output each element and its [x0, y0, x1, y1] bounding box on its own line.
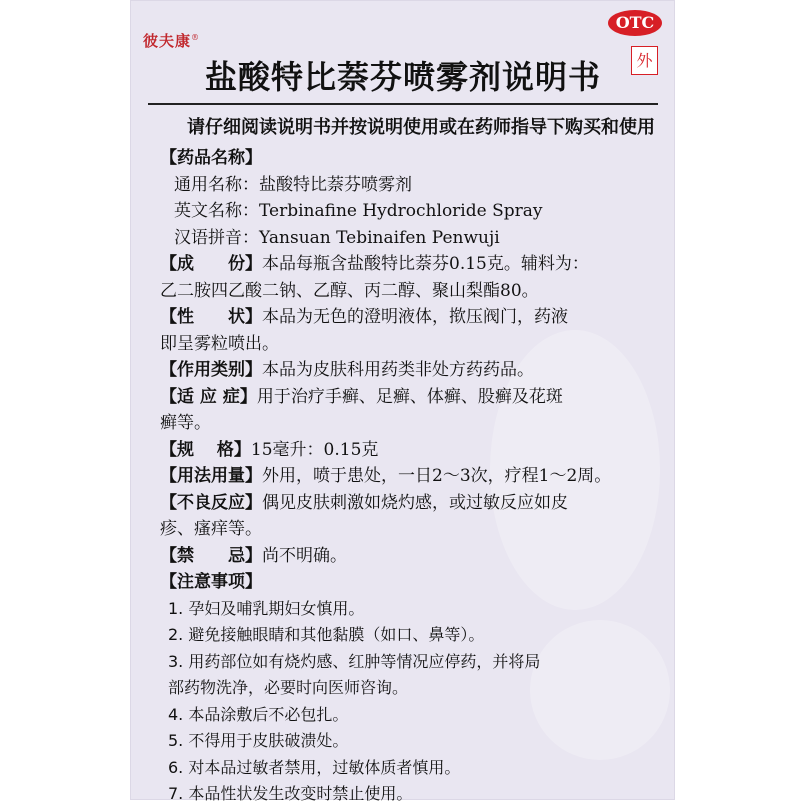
section-contraindications	[160, 543, 660, 570]
section-label: 【用法用量】	[160, 466, 262, 486]
brand-logo: 彼夫康®	[143, 32, 201, 50]
section-text: 偶见皮肤刺激如烧灼感，或过敏反应如皮	[262, 492, 568, 513]
section-adverse	[160, 490, 660, 517]
english-name: 英文名称：Terbinafine Hydrochloride Spray	[174, 201, 543, 221]
section-label: 【规 格】	[160, 439, 251, 460]
section-ingredients	[160, 251, 660, 278]
generic-name: 通用名称：盐酸特比萘芬喷雾剂	[174, 174, 412, 195]
section-text-continued: 癣等。	[160, 413, 211, 433]
section-label: 【药品名称】	[160, 148, 262, 168]
external-use-badge: 外	[631, 46, 658, 75]
section-specification	[160, 437, 660, 464]
insert-content	[160, 145, 660, 808]
section-category	[160, 357, 660, 384]
precaution-item: 6. 对本品过敏者禁用，过敏体质者慎用。	[168, 757, 461, 777]
precaution-item: 4. 本品涂敷后不必包扎。	[168, 704, 349, 724]
section-label: 【注意事项】	[160, 572, 262, 592]
section-text: 本品为无色的澄明液体，揿压阀门，药液	[262, 307, 568, 327]
section-label: 【作用类别】	[160, 360, 262, 380]
otc-badge: OTC	[608, 10, 662, 36]
precaution-item: 5. 不得用于皮肤破溃处。	[168, 731, 349, 750]
title-divider	[148, 103, 658, 105]
section-label: 【性 状】	[160, 307, 262, 327]
pinyin-name: 汉语拼音：Yansuan Tebinaifen Penwuji	[174, 227, 500, 248]
precaution-item: 3. 用药部位如有烧灼感、红肿等情况应停药，并将局	[168, 651, 541, 671]
precaution-item-continued: 部药物洗净，必要时向医师咨询。	[168, 678, 409, 697]
section-text-continued: 乙二胺四乙酸二钠、乙醇、丙二醇、聚山梨酯80。	[160, 280, 539, 301]
section-indications	[160, 384, 660, 411]
section-text: 本品每瓶含盐酸特比萘芬0.15克。辅料为：	[262, 254, 589, 274]
section-appearance	[160, 304, 660, 331]
document-title: 盐酸特比萘芬喷雾剂说明书	[205, 58, 602, 96]
section-label: 【禁 忌】	[160, 545, 262, 566]
section-text: 本品为皮肤科用药类非处方药药品。	[262, 360, 534, 380]
precaution-item: 1. 孕妇及哺乳期妇女慎用。	[168, 598, 365, 618]
section-label: 【适 应 症】	[160, 386, 257, 407]
precaution-item: 2. 避免接触眼睛和其他黏膜（如口、鼻等）。	[168, 625, 485, 644]
section-usage	[160, 463, 660, 490]
section-text: 尚不明确。	[262, 545, 347, 566]
section-text: 用于治疗手癣、足癣、体癣、股癣及花斑	[256, 386, 563, 407]
section-text-continued: 疹、瘙痒等。	[160, 519, 262, 539]
section-label: 【不良反应】	[160, 492, 262, 513]
section-drug-name	[160, 145, 660, 172]
section-text: 15毫升：0.15克	[250, 439, 379, 460]
section-precautions	[160, 569, 660, 596]
precaution-item: 7. 本品性状发生改变时禁止使用。	[168, 784, 413, 803]
section-text: 外用，喷于患处，一日2～3次，疗程1～2周。	[262, 466, 612, 486]
section-text-continued: 即呈雾粒喷出。	[160, 333, 279, 354]
section-label: 【成 份】	[160, 254, 262, 274]
document-subtitle: 请仔细阅读说明书并按说明使用或在药师指导下购买和使用	[187, 117, 655, 138]
